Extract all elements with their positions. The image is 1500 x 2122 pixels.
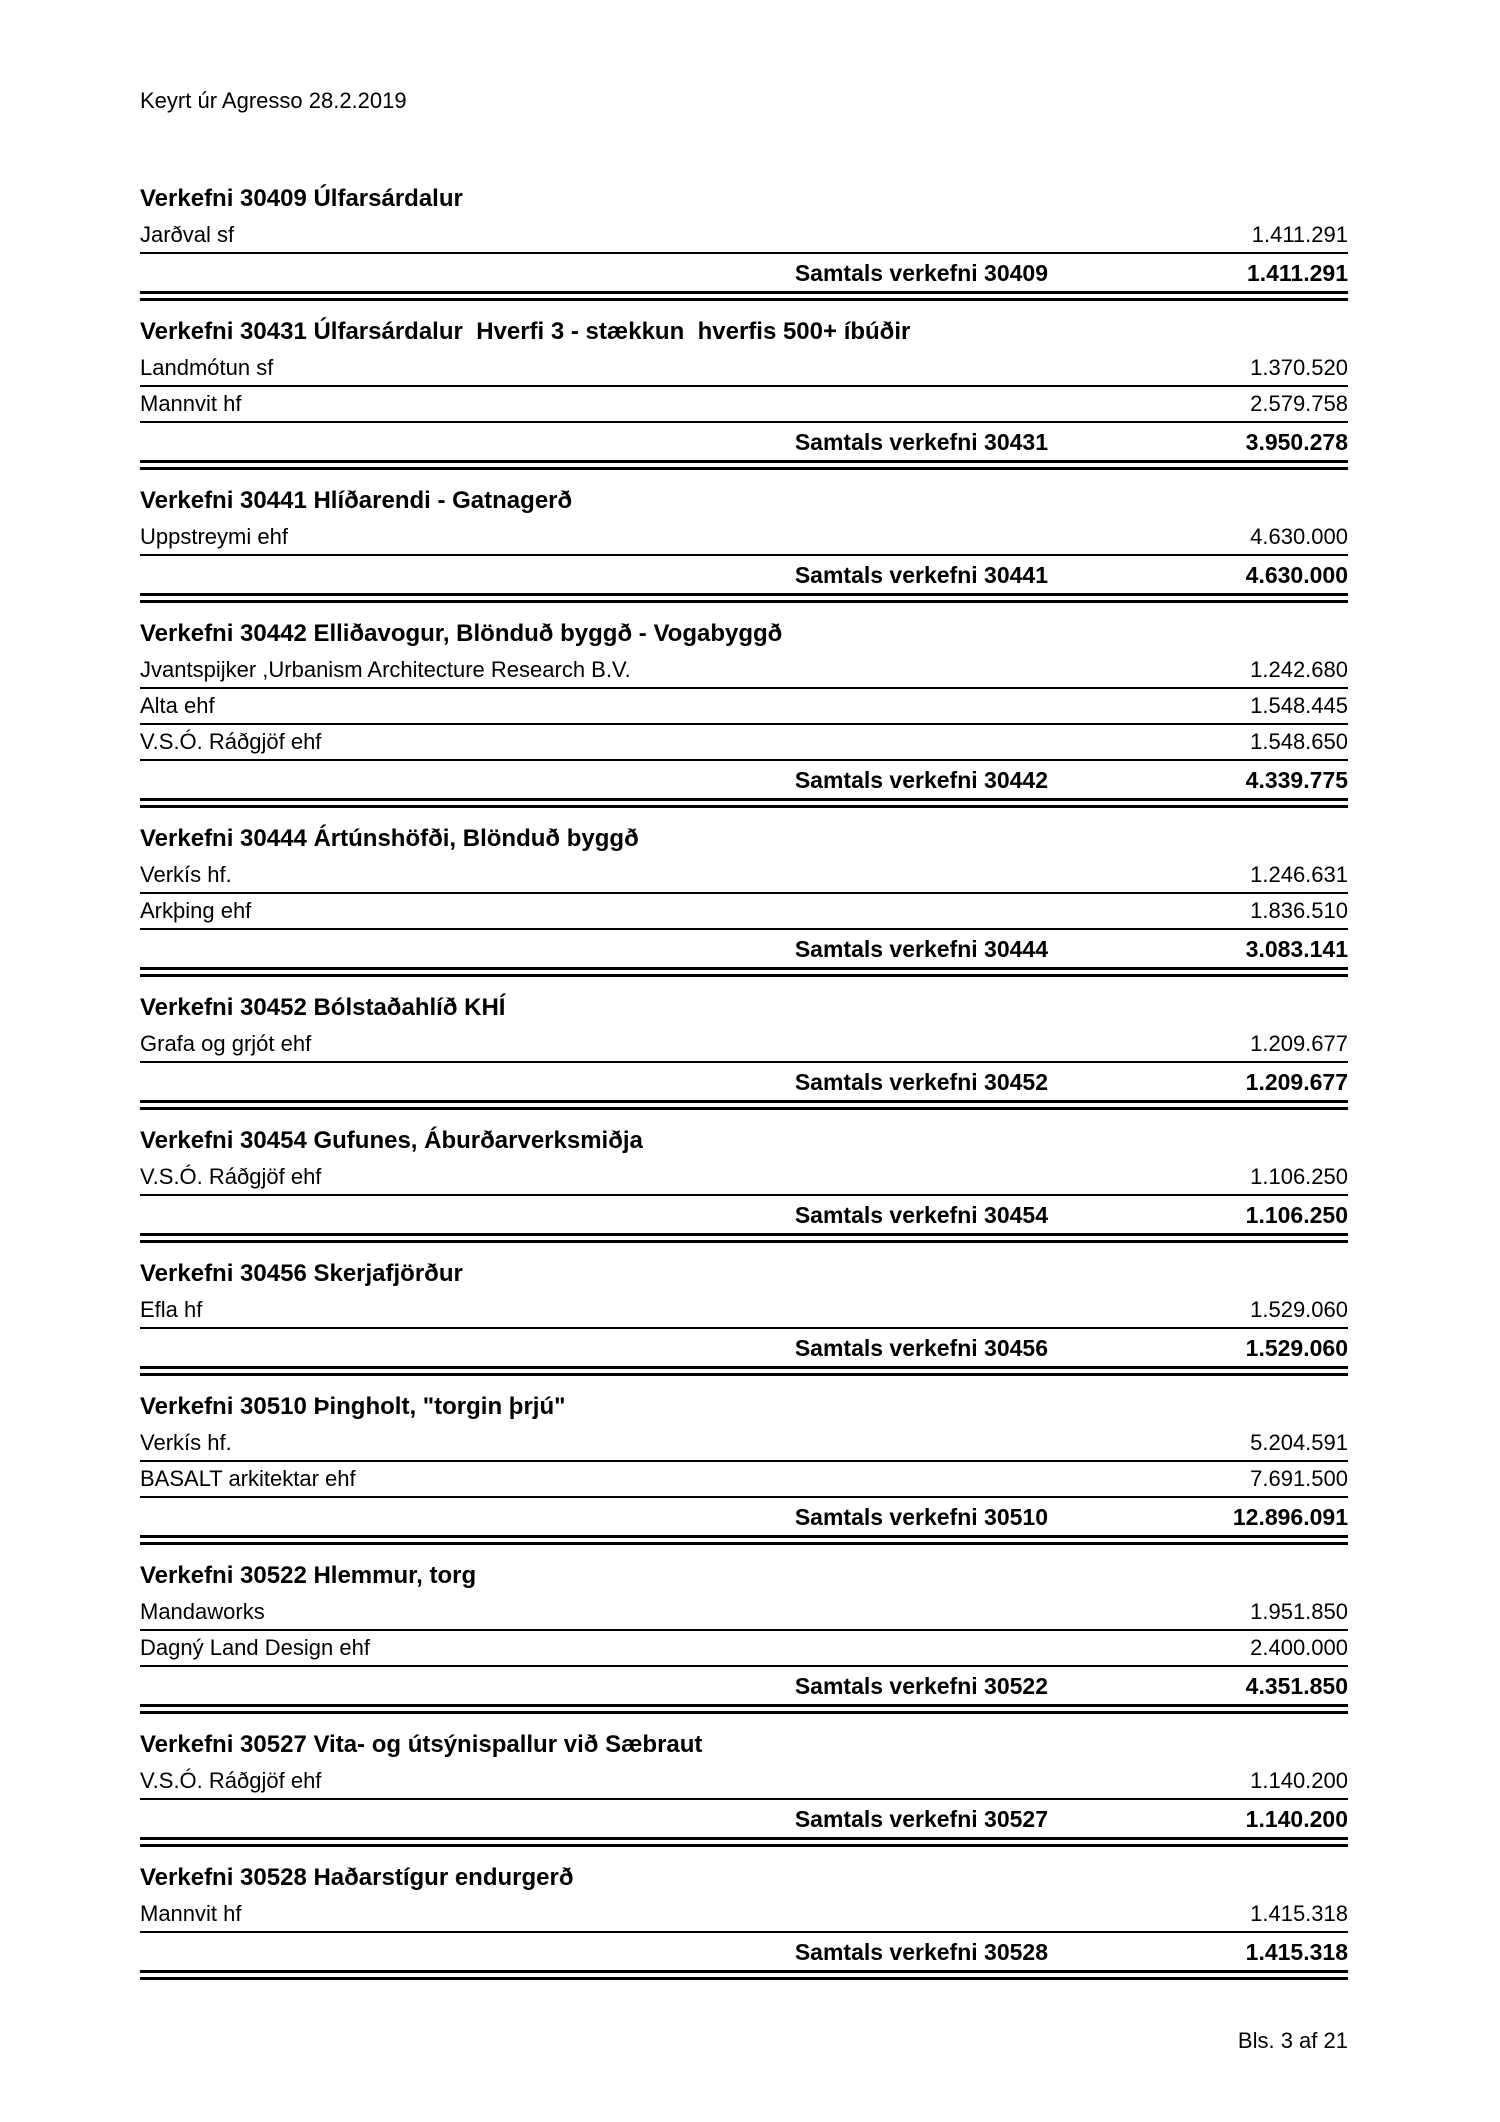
project-section xyxy=(140,993,1348,1110)
vendor-amount: 1.242.680 xyxy=(1250,657,1348,682)
vendor-name: Mandaworks xyxy=(140,1599,265,1624)
project-total-label: Samtals verkefni 30452 xyxy=(794,1069,1048,1095)
vendor-name: Dagný Land Design ehf xyxy=(140,1635,370,1660)
section-divider xyxy=(140,291,1348,301)
vendor-row xyxy=(140,1160,1348,1196)
vendor-amount: 1.209.677 xyxy=(1250,1031,1348,1056)
vendor-rows xyxy=(140,1764,1348,1800)
project-section xyxy=(140,1259,1348,1376)
project-total-row xyxy=(140,1063,1348,1100)
project-total-amount: 1.209.677 xyxy=(1245,1069,1348,1095)
project-title: Verkefni 30442 Elliðavogur, Blönduð byggð - Vogabyggð xyxy=(140,620,783,647)
vendor-row xyxy=(140,689,1348,725)
section-divider xyxy=(140,967,1348,977)
vendor-name: Grafa og grjót ehf xyxy=(140,1031,312,1056)
vendor-name: Verkís hf. xyxy=(140,1430,232,1455)
vendor-row xyxy=(140,387,1348,423)
section-divider xyxy=(140,1970,1348,1980)
vendor-row xyxy=(140,1426,1348,1462)
project-total-row xyxy=(140,761,1348,798)
vendor-amount: 1.415.318 xyxy=(1250,1901,1348,1926)
vendor-rows xyxy=(140,218,1348,254)
project-total-amount: 1.106.250 xyxy=(1245,1202,1348,1228)
project-total-amount: 1.140.200 xyxy=(1245,1806,1348,1832)
project-title: Verkefni 30456 Skerjafjörður xyxy=(140,1260,463,1287)
vendor-name: Uppstreymi ehf xyxy=(140,524,288,549)
project-total-amount: 12.896.091 xyxy=(1232,1504,1348,1530)
vendor-rows xyxy=(140,1426,1348,1498)
project-total-row xyxy=(140,930,1348,967)
vendor-rows xyxy=(140,1897,1348,1933)
vendor-name: Arkþing ehf xyxy=(140,898,252,923)
project-title: Verkefni 30510 Þingholt, "torgin þrjú" xyxy=(140,1393,566,1420)
vendor-row xyxy=(140,894,1348,930)
vendor-row xyxy=(140,1764,1348,1800)
project-total-amount: 4.339.775 xyxy=(1245,767,1348,793)
section-divider xyxy=(140,1837,1348,1847)
project-total-label: Samtals verkefni 30510 xyxy=(794,1504,1048,1530)
project-total-row xyxy=(140,423,1348,460)
vendor-name: Verkís hf. xyxy=(140,862,232,887)
project-total-row xyxy=(140,1933,1348,1970)
project-section xyxy=(140,184,1348,301)
project-total-row xyxy=(140,1196,1348,1233)
vendor-rows xyxy=(140,520,1348,556)
vendor-amount: 1.411.291 xyxy=(1251,222,1348,247)
vendor-name: Mannvit hf xyxy=(140,391,242,416)
project-section xyxy=(140,1863,1348,1980)
vendor-row xyxy=(140,725,1348,761)
vendor-amount: 1.951.850 xyxy=(1250,1599,1348,1624)
section-divider xyxy=(140,460,1348,470)
project-section xyxy=(140,619,1348,808)
project-total-label: Samtals verkefni 30442 xyxy=(794,767,1048,793)
project-total-row xyxy=(140,556,1348,593)
vendor-name: Jarðval sf xyxy=(140,222,235,247)
project-total-row xyxy=(140,1498,1348,1535)
vendor-row xyxy=(140,858,1348,894)
project-total-label: Samtals verkefni 30441 xyxy=(794,562,1048,588)
project-total-label: Samtals verkefni 30528 xyxy=(794,1939,1048,1965)
vendor-amount: 2.579.758 xyxy=(1250,391,1348,416)
vendor-name: BASALT arkitektar ehf xyxy=(140,1466,356,1491)
vendor-amount: 1.370.520 xyxy=(1250,355,1348,380)
project-title: Verkefni 30454 Gufunes, Áburðarverksmiðja xyxy=(140,1127,643,1154)
project-section xyxy=(140,1392,1348,1545)
project-total-amount: 1.415.318 xyxy=(1245,1939,1348,1965)
project-total-amount: 1.411.291 xyxy=(1246,260,1348,286)
section-divider xyxy=(140,798,1348,808)
project-title: Verkefni 30528 Haðarstígur endurgerð xyxy=(140,1864,574,1891)
vendor-amount: 1.140.200 xyxy=(1250,1768,1348,1793)
project-total-label: Samtals verkefni 30522 xyxy=(794,1673,1048,1699)
project-section xyxy=(140,486,1348,603)
vendor-amount: 1.529.060 xyxy=(1250,1297,1348,1322)
section-divider xyxy=(140,593,1348,603)
project-total-label: Samtals verkefni 30431 xyxy=(794,429,1048,455)
project-title: Verkefni 30522 Hlemmur, torg xyxy=(140,1562,477,1589)
vendor-name: V.S.Ó. Ráðgjöf ehf xyxy=(140,729,322,754)
project-total-amount: 4.630.000 xyxy=(1245,562,1348,588)
vendor-amount: 1.548.445 xyxy=(1250,693,1348,718)
vendor-name: Landmótun sf xyxy=(140,355,274,380)
project-total-amount: 3.950.278 xyxy=(1245,429,1348,455)
project-title: Verkefni 30441 Hlíðarendi - Gatnagerð xyxy=(140,487,573,514)
project-total-row xyxy=(140,254,1348,291)
vendor-row xyxy=(140,653,1348,689)
vendor-rows xyxy=(140,1595,1348,1667)
section-divider xyxy=(140,1100,1348,1110)
vendor-amount: 5.204.591 xyxy=(1250,1430,1348,1455)
vendor-row xyxy=(140,218,1348,254)
vendor-row xyxy=(140,1462,1348,1498)
project-section xyxy=(140,824,1348,977)
project-total-label: Samtals verkefni 30456 xyxy=(794,1335,1048,1361)
project-title: Verkefni 30409 Úlfarsárdalur xyxy=(140,185,463,212)
vendor-rows xyxy=(140,1160,1348,1196)
section-divider xyxy=(140,1366,1348,1376)
vendor-rows xyxy=(140,653,1348,761)
project-total-row xyxy=(140,1667,1348,1704)
vendor-amount: 1.836.510 xyxy=(1250,898,1348,923)
project-title: Verkefni 30431 Úlfarsárdalur Hverfi 3 - stækkun hverfis 500+ íbúðir xyxy=(140,318,911,345)
vendor-amount: 4.630.000 xyxy=(1250,524,1348,549)
project-title: Verkefni 30444 Ártúnshöfði, Blönduð byggð xyxy=(140,825,639,852)
report-body xyxy=(140,184,1348,1980)
project-total-row xyxy=(140,1329,1348,1366)
vendor-amount: 2.400.000 xyxy=(1250,1635,1348,1660)
vendor-row xyxy=(140,520,1348,556)
vendor-amount: 1.246.631 xyxy=(1250,862,1348,887)
vendor-amount: 1.106.250 xyxy=(1250,1164,1348,1189)
vendor-rows xyxy=(140,1293,1348,1329)
section-divider xyxy=(140,1704,1348,1714)
vendor-amount: 7.691.500 xyxy=(1250,1466,1348,1491)
page-number: Bls. 3 af 21 xyxy=(1237,2028,1348,2053)
project-title: Verkefni 30527 Vita- og útsýnispallur við Sæbraut xyxy=(140,1731,703,1758)
project-section xyxy=(140,1730,1348,1847)
vendor-name: Alta ehf xyxy=(140,693,215,718)
project-section xyxy=(140,317,1348,470)
section-divider xyxy=(140,1535,1348,1545)
project-total-label: Samtals verkefni 30444 xyxy=(794,936,1048,962)
project-section xyxy=(140,1561,1348,1714)
vendor-rows xyxy=(140,351,1348,423)
project-total-label: Samtals verkefni 30409 xyxy=(794,260,1048,286)
project-total-label: Samtals verkefni 30527 xyxy=(794,1806,1048,1832)
vendor-row xyxy=(140,351,1348,387)
vendor-row xyxy=(140,1631,1348,1667)
vendor-name: Mannvit hf xyxy=(140,1901,242,1926)
vendor-row xyxy=(140,1293,1348,1329)
vendor-name: V.S.Ó. Ráðgjöf ehf xyxy=(140,1164,322,1189)
project-total-amount: 3.083.141 xyxy=(1245,936,1348,962)
project-total-amount: 1.529.060 xyxy=(1245,1335,1348,1361)
vendor-name: Efla hf xyxy=(140,1297,203,1322)
project-total-row xyxy=(140,1800,1348,1837)
vendor-rows xyxy=(140,1027,1348,1063)
vendor-row xyxy=(140,1897,1348,1933)
vendor-row xyxy=(140,1595,1348,1631)
vendor-row xyxy=(140,1027,1348,1063)
vendor-amount: 1.548.650 xyxy=(1250,729,1348,754)
vendor-name: Jvantspijker ,Urbanism Architecture Research B.V. xyxy=(140,657,631,682)
project-title: Verkefni 30452 Bólstaðahlíð KHÍ xyxy=(140,994,506,1021)
project-section xyxy=(140,1126,1348,1243)
run-header: Keyrt úr Agresso 28.2.2019 xyxy=(140,88,407,113)
vendor-rows xyxy=(140,858,1348,930)
vendor-name: V.S.Ó. Ráðgjöf ehf xyxy=(140,1768,322,1793)
project-total-label: Samtals verkefni 30454 xyxy=(794,1202,1048,1228)
section-divider xyxy=(140,1233,1348,1243)
project-total-amount: 4.351.850 xyxy=(1245,1673,1348,1699)
